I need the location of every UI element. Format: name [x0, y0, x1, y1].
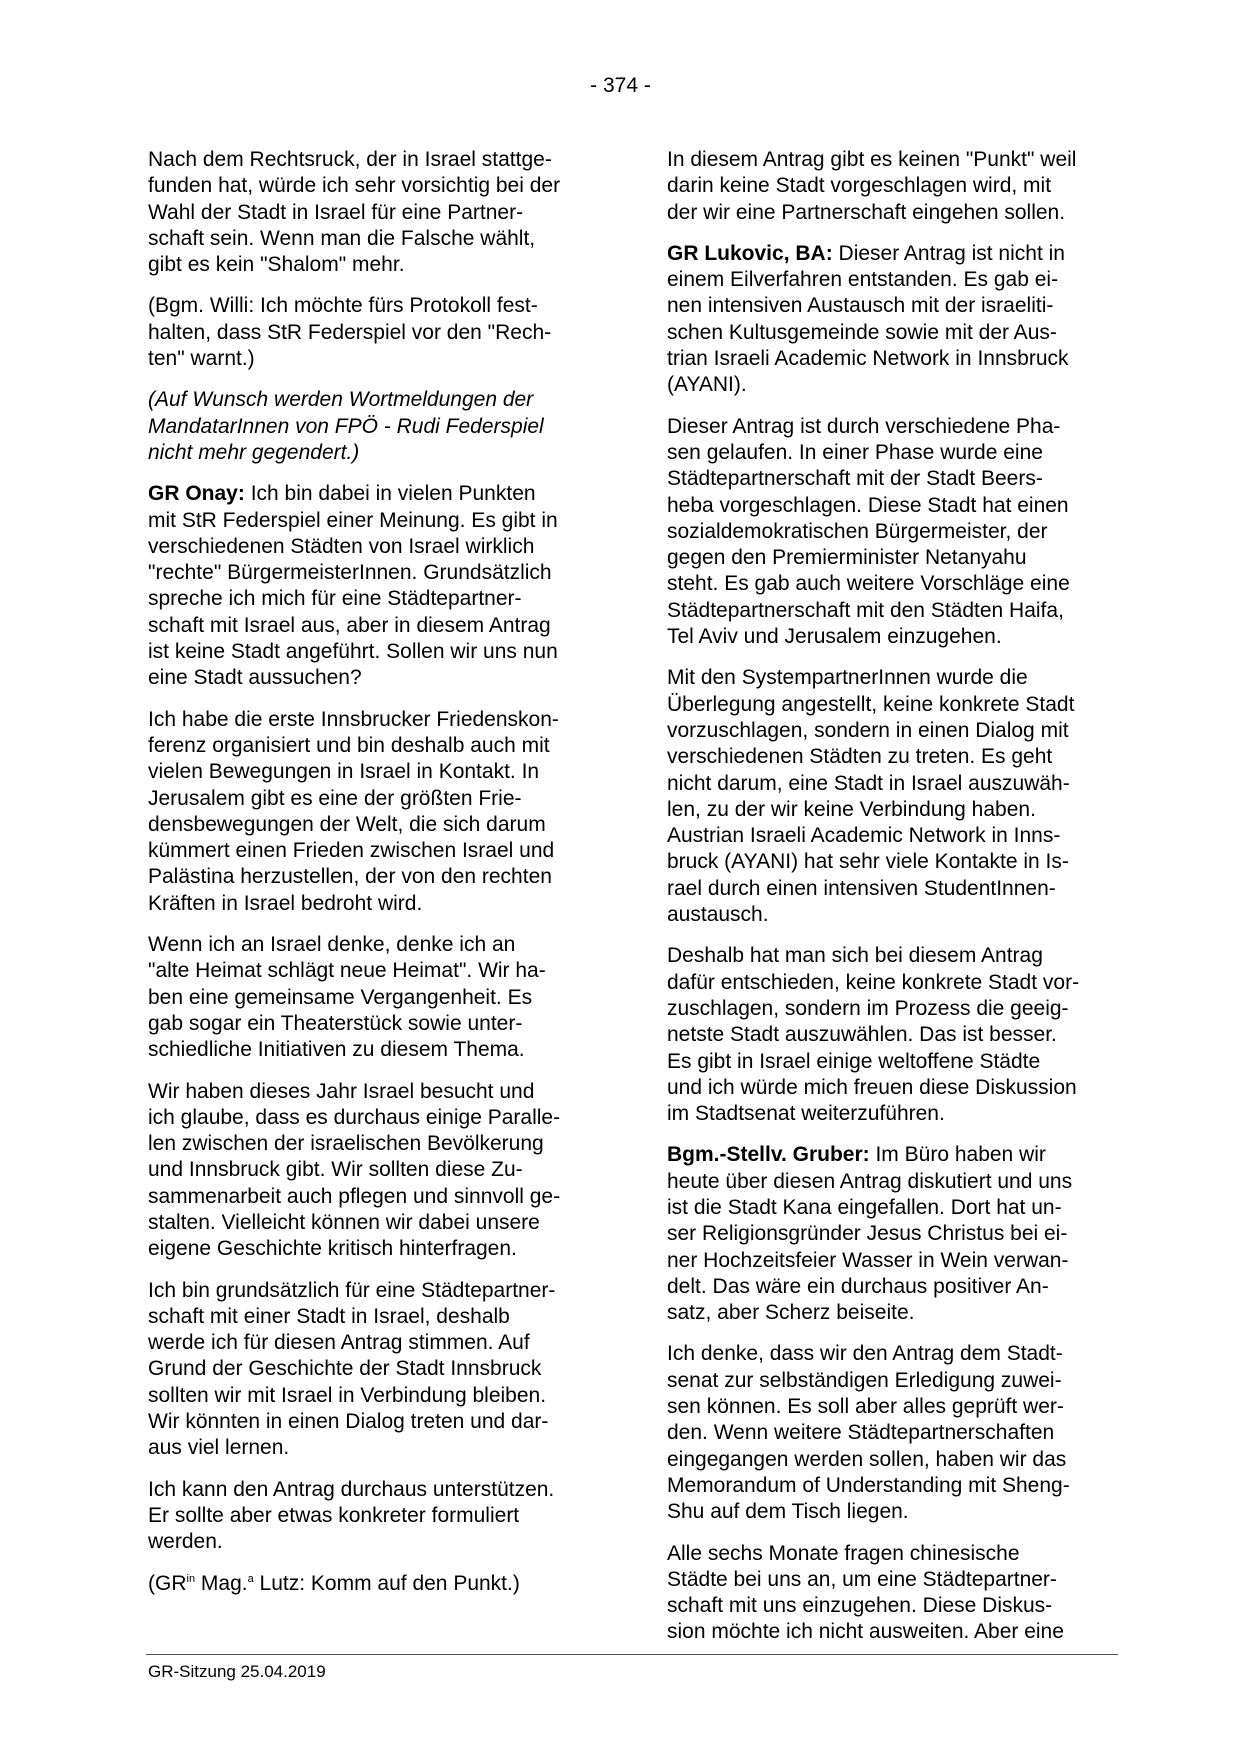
paragraph: Ich habe die erste Innsbrucker Friedenskon- ferenz organisiert und bin deshalb auch mit vielen Bewegungen in Israel in Kontakt. In Jerusalem gibt es eine der größten Frie- densbewegungen der Welt, die sich darum kümmert einen Frieden zwischen Israel und Palästina herzustellen, der von den rechten Kräften in Israel bedroht wird.	[148, 707, 559, 915]
speech-paragraph	[148, 481, 600, 691]
speech-paragraph	[667, 241, 1119, 399]
superscript-in: in	[186, 1572, 196, 1585]
paragraph: Alle sechs Monate fragen chinesische Städte bei uns an, um eine Städtepartner- schaft mit uns einzugehen. Diese Diskus- sion möchte ich nicht ausweiten. Aber eine	[667, 1541, 1064, 1644]
speech-paragraph	[667, 1142, 1119, 1326]
superscript-a: a	[247, 1572, 254, 1585]
interjection-title: Mag.	[195, 1571, 248, 1595]
speech-text: Im Büro haben wir heute über diesen Antrag diskutiert und uns ist die Stadt Kana eingefallen. Dort hat un- ser Religionsgründer Jesus Christus bei ei- ner Hochzeitsfeier Wasser in Wein verwan- delt. Das wäre ein durchaus positiver An- satz, aber Scherz beiseite.	[667, 1143, 1073, 1325]
footer-session-date: GR-Sitzung 25.04.2019	[148, 1662, 326, 1681]
interjection-open: (GR	[148, 1571, 187, 1595]
speaker-name: Bgm.-Stellv. Gruber:	[667, 1143, 870, 1167]
speech-text: Ich bin dabei in vielen Punkten mit StR Federspiel einer Meinung. Es gibt in verschiedenen Städten von Israel wirklich "rechte" BürgermeisterInnen. Grundsätzlich spreche ich mich für eine Städtepartner- schaft mit Israel aus, aber in diesem Antrag ist keine Stadt angeführt. Sollen wir uns nun eine Stadt aussuchen?	[148, 482, 558, 690]
paragraph: Deshalb hat man sich bei diesem Antrag dafür entschieden, keine konkrete Stadt vor- zuschlagen, sondern im Prozess die geeig- netste Stadt auszuwählen. Das ist besser. Es gibt in Israel einige weltoffene Städte und ich würde mich freuen diese Diskussion im Stadtsenat weiterzuführen.	[667, 944, 1080, 1126]
interjection-text: Lutz: Komm auf den Punkt.)	[253, 1571, 520, 1595]
paragraph: Wir haben dieses Jahr Israel besucht und ich glaube, dass es durchaus einige Paralle- len zwischen der israelischen Bevölkerung und Innsbruck gibt. Wir sollten diese Zu- sammenarbeit auch pflegen und sinnvoll ge- stalten. Vielleicht können wir dabei unsere eigene Geschichte kritisch hinterfragen.	[148, 1079, 561, 1261]
page-number: - 374 -	[590, 74, 651, 97]
speech-text: Dieser Antrag ist nicht in einem Eilverfahren entstanden. Es gab ei- nen intensiven Austausch mit der israeliti- schen Kultusgemeinde sowie mit der Aus- trian Israeli Academic Network in Innsbruck (AYANI).	[667, 241, 1069, 397]
paragraph: Wenn ich an Israel denke, denke ich an "alte Heimat schlägt neue Heimat". Wir ha- ben eine gemeinsame Vergangenheit. Es gab sogar ein Theaterstück sowie unter- schiedliche Initiativen zu diesem Thema.	[148, 933, 546, 1062]
editorial-note: (Auf Wunsch werden Wortmeldungen der MandatarInnen von FPÖ - Rudi Federspiel nicht mehr gegendert.)	[148, 388, 544, 464]
interjection-paragraph: (Bgm. Willi: Ich möchte fürs Protokoll fest- halten, dass StR Federspiel vor den "Rech- ten" warnt.)	[148, 294, 552, 371]
paragraph: Ich denke, dass wir den Antrag dem Stadt- senat zur selbständigen Erledigung zuwei- sen können. Es soll aber alles geprüft wer- den. Wenn weitere Städtepartnerschaften eingegangen werden sollen, haben wir das Memorandum of Understanding mit Sheng- Shu auf dem Tisch liegen.	[667, 1342, 1070, 1524]
left-column	[148, 147, 600, 1612]
paragraph: Mit den SystempartnerInnen wurde die Überlegung angestellt, keine konkrete Stadt vorzuschlagen, sondern in einen Dialog mit verschiedenen Städten zu treten. Es geht nicht darum, eine Stadt in Israel auszuwäh- len, zu der wir keine Verbindung haben. Austrian Israeli Academic Network in Inns- bruck (AYANI) hat sehr viele Kontakte in Is- rael durch einen intensiven StudentInnen- austausch.	[667, 666, 1075, 927]
paragraph: Nach dem Rechtsruck, der in Israel stattge- funden hat, würde ich sehr vorsichtig bei der Wahl der Stadt in Israel für eine Partner- schaft sein. Wenn man die Falsche wählt, gibt es kein "Shalom" mehr.	[148, 148, 561, 277]
paragraph: In diesem Antrag gibt es keinen "Punkt" weil darin keine Stadt vorgeschlagen wird, mit der wir eine Partnerschaft eingehen sollen.	[667, 148, 1077, 224]
right-column	[667, 147, 1119, 1661]
paragraph: Ich kann den Antrag durchaus unterstützen. Er sollte aber etwas konkreter formuliert werden.	[148, 1477, 555, 1554]
paragraph: Dieser Antrag ist durch verschiedene Pha- sen gelaufen. In einer Phase wurde eine Städtepartnerschaft mit der Stadt Beers- heba vorgeschlagen. Diese Stadt hat einen sozialdemokratischen Bürgermeister, der gegen den Premierminister Netanyahu steht. Es gab auch weitere Vorschläge eine Städtepartnerschaft mit den Städten Haifa, Tel Aviv und Jerusalem einzugehen.	[667, 414, 1070, 649]
speaker-name: GR Onay:	[148, 482, 245, 506]
paragraph: Ich bin grundsätzlich für eine Städtepartner- schaft mit einer Stadt in Israel, deshalb werde ich für diesen Antrag stimmen. Auf Grund der Geschichte der Stadt Innsbruck sollten wir mit Israel in Verbindung bleiben. Wir könnten in einen Dialog treten und dar- aus viel lernen.	[148, 1278, 556, 1460]
interjection-paragraph	[148, 1571, 600, 1597]
footer-divider	[146, 1654, 1118, 1655]
speaker-name: GR Lukovic, BA:	[667, 241, 833, 265]
